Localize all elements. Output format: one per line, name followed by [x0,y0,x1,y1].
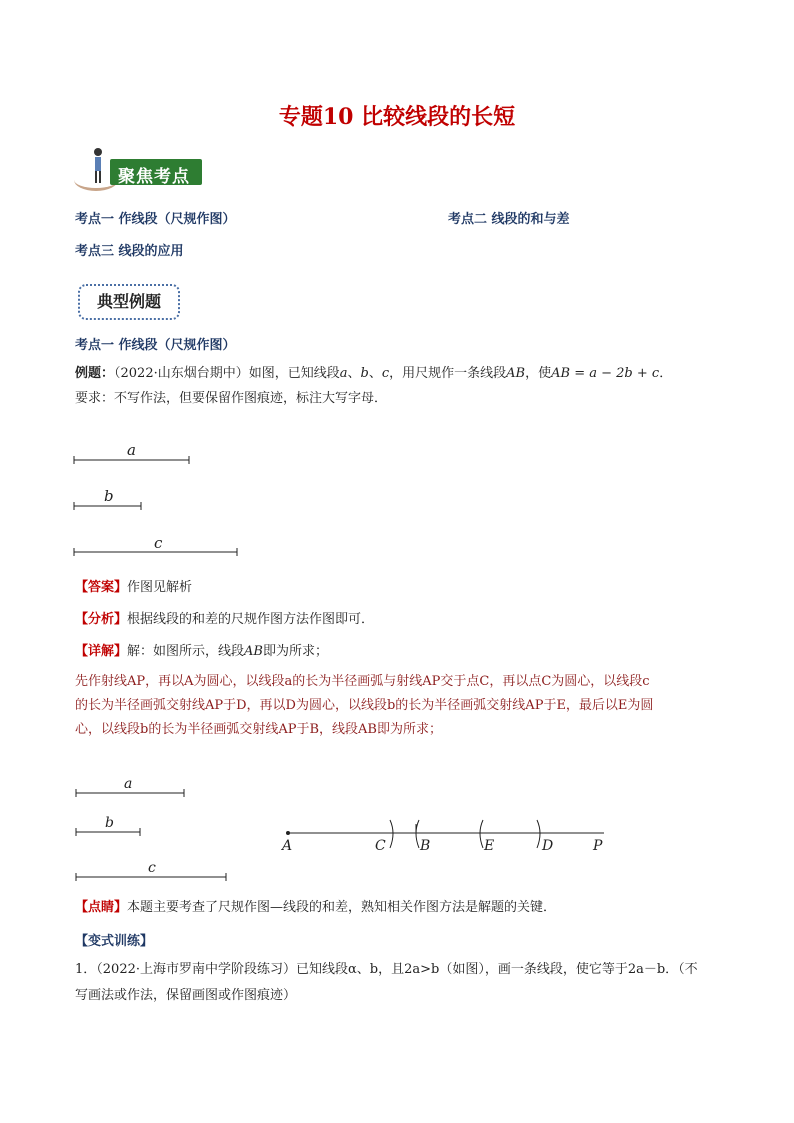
kaodian-3: 考点三 线段的应用 [75,244,184,259]
detail-line-1: 先作射线AP，再以A为圆心，以线段a的长为半径画弧与射线AP交于点C，再以点C为圆心，以线段c [75,674,650,689]
example-formula: AB = a − 2b + c [551,366,660,381]
detail-paragraph [75,672,725,740]
detail-line: 【详解】解：如图所示，线段AB即为所求； [75,644,328,659]
example-label: 例题： [75,366,115,381]
comment-tag: 【点睛】 [75,900,128,915]
comment-line: 【点睛】本题主要考查了尺规作图—线段的和差，熟知相关作图方法是解题的关键． [75,900,557,915]
label-c: c [154,534,163,552]
ray-label-a: A [282,838,293,854]
example-paragraph: 例题：（2022·山东烟台期中）如图，已知线段a、b、c，用尺规作一条线段AB，使AB = a − 2b + c． [75,366,673,381]
badge-label: 聚焦考点 [118,167,190,187]
seg2-label-a: a [124,776,133,792]
detail-tag: 【详解】 [75,644,128,659]
seg2-label-b: b [105,815,114,831]
question-1-line-1: 1．（2022·上海市罗南中学阶段练习）已知线段α、b，且2a>b（如图），画一条线段，使它等于2a－b．（不 [75,962,698,977]
detail-line-3: 心，以线段b的长为半径画弧交射线AP于B，线段AB即为所求； [75,722,442,737]
figure-segments [70,436,250,556]
figure-construction [70,770,630,885]
question-1 [75,960,725,1006]
answer-tag: 【答案】 [75,580,128,595]
arc-d [537,820,540,848]
label-b: b [104,487,114,505]
kaodian-2: 考点二 线段的和与差 [448,212,570,227]
seg2-label-c: c [148,860,156,876]
typical-example-box: 典型例题 [78,284,180,320]
analysis-tag: 【分析】 [75,612,128,627]
answer-line: 【答案】作图见解析 [75,580,193,595]
ray-label-d: D [542,838,554,854]
point-a [286,831,290,835]
analysis-line: 【分析】根据线段的和差的尺规作图方法作图即可． [75,612,375,627]
arc-c [390,820,393,848]
kaodian-1: 考点一 作线段（尺规作图） [75,212,236,227]
arc-e [480,820,483,848]
ray-label-e: E [484,838,495,854]
label-a: a [127,441,136,459]
example-source: （2022·山东烟台期中） [114,366,249,381]
ray-label-b: B [420,838,431,854]
ray-label-p: P [593,838,603,854]
page-title: 专题10 比较线段的长短 [278,104,516,130]
detail-line-2: 的长为半径画弧交射线AP于D，再以D为圆心，以线段b的长为半径画弧交射线AP于E，最后以E为圆 [75,698,654,713]
ray-label-c: C [375,838,386,854]
section-heading: 考点一 作线段（尺规作图） [75,338,236,353]
question-1-line-2: 写画法或作法，保留画图或作图痕迹） [75,988,297,1003]
focus-badge [72,145,202,193]
person-icon [92,147,104,185]
practice-heading: 【变式训练】 [75,934,154,949]
example-requirement: 要求：不写作法，但要保留作图痕迹，标注大写字母． [75,391,388,406]
